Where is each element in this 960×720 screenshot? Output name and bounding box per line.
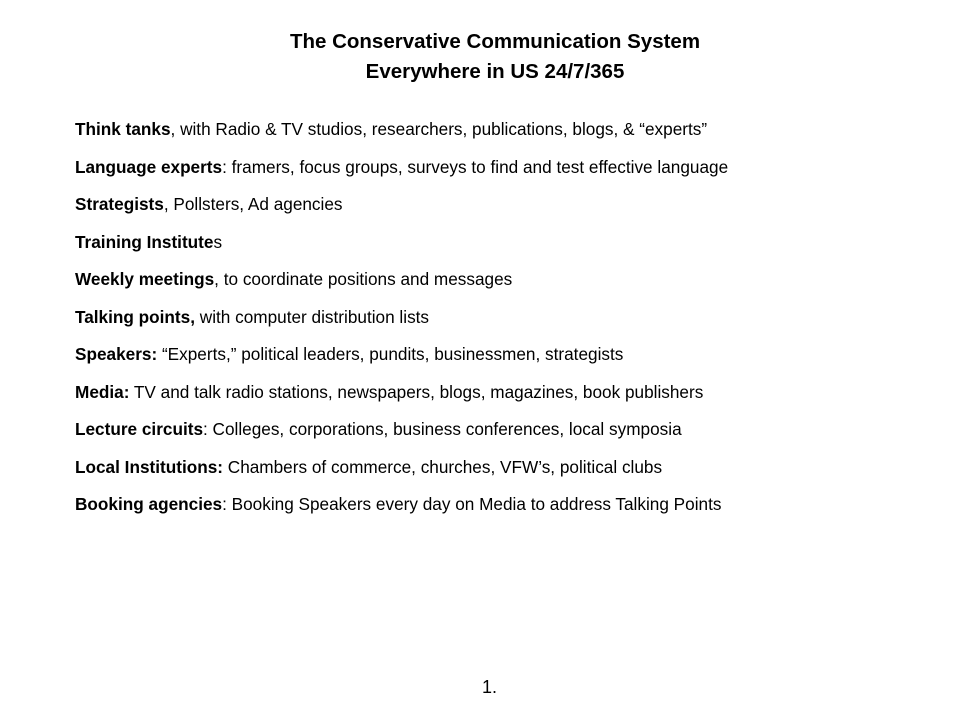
item-lead: Training Institute — [75, 231, 214, 252]
item-lead: Strategists — [75, 194, 164, 214]
item-text: , to coordinate positions and messages — [214, 269, 513, 289]
item-text: TV and talk radio stations, newspapers, blogs, magazines, book publishers — [129, 381, 704, 402]
item-lead: Language experts — [75, 156, 223, 177]
item-text: , Pollsters, Ad agencies — [163, 194, 343, 214]
list-item-think-tanks — [75, 119, 935, 157]
item-lead: Lecture circuits — [75, 419, 203, 439]
item-text: with computer distribution lists — [195, 306, 430, 327]
bullet-list — [75, 119, 935, 532]
list-item-media — [75, 382, 935, 420]
item-text: : Colleges, corporations, business conferences, local symposia — [203, 419, 682, 439]
item-text: Chambers of commerce, churches, VFW’s, political clubs — [223, 456, 663, 477]
title-line-2: Everywhere in US 24/7/365 — [365, 60, 625, 83]
item-text: : Booking Speakers every day on Media to address Talking Points — [222, 494, 722, 514]
list-item-local-institutions — [75, 457, 935, 495]
list-item-talking-points — [75, 307, 935, 345]
item-lead: Talking points, — [75, 306, 195, 327]
item-lead: Local Institutions: — [75, 456, 223, 477]
item-lead: Booking agencies — [75, 494, 223, 514]
list-item-booking-agencies — [75, 494, 935, 532]
item-text: , with Radio & TV studios, researchers, publications, blogs, & “experts” — [170, 119, 708, 139]
item-text: s — [213, 231, 223, 252]
item-lead: Think tanks — [75, 119, 171, 139]
title-line-1: The Conservative Communication System — [289, 30, 701, 53]
list-item-strategists — [75, 194, 935, 232]
item-text: “Experts,” political leaders, pundits, businessmen, strategists — [157, 344, 624, 364]
list-item-speakers — [75, 344, 935, 382]
slide-title — [0, 27, 960, 87]
item-lead: Media: — [75, 381, 130, 402]
item-lead: Speakers: — [75, 344, 158, 364]
list-item-training-institutes — [75, 232, 935, 270]
item-text: : framers, focus groups, surveys to find and test effective language — [222, 156, 729, 177]
list-item-lecture-circuits — [75, 419, 935, 457]
list-item-language-experts — [75, 157, 935, 195]
list-item-weekly-meetings — [75, 269, 935, 307]
page-number: 1. — [482, 677, 498, 697]
item-lead: Weekly meetings — [75, 269, 215, 289]
